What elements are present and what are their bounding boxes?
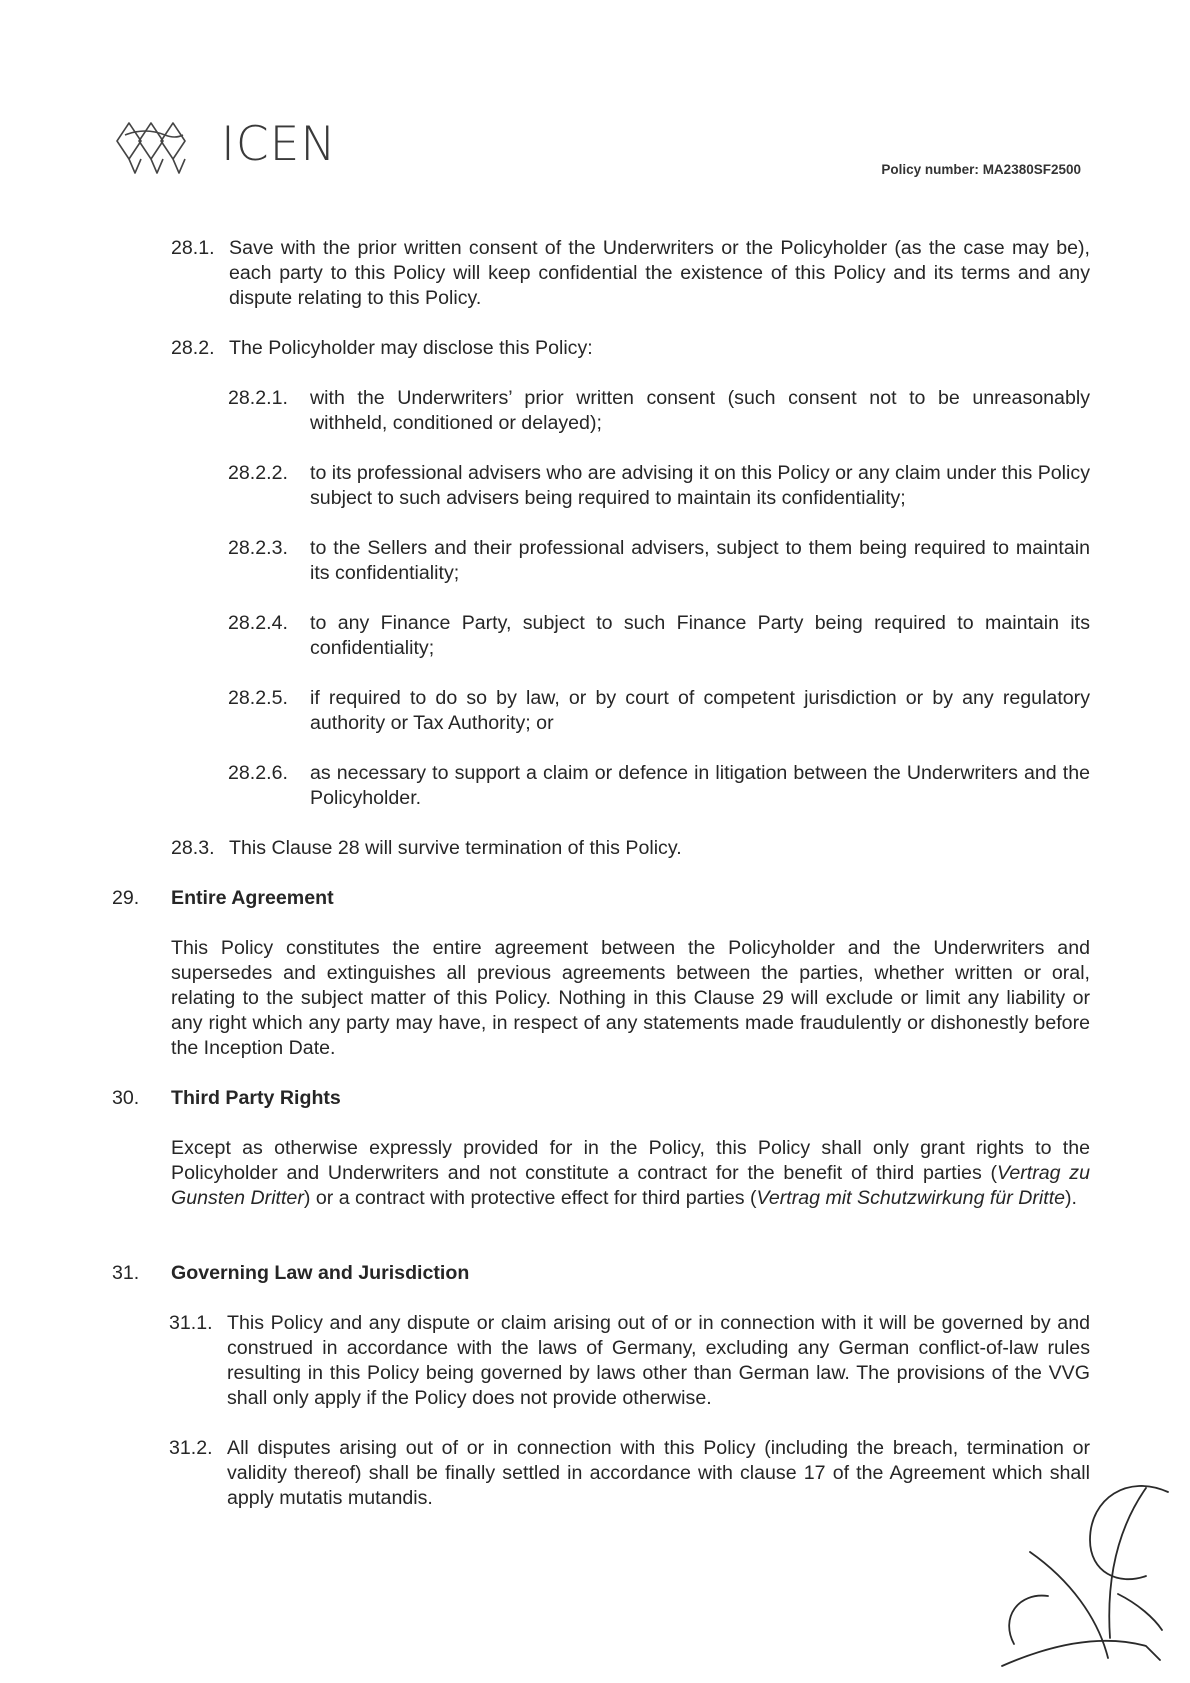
clause-text: to any Finance Party, subject to such Finance Party being required to maintain its confidentiality; (310, 612, 1090, 659)
italic-term: Vertrag mit Schutzwirkung für Dritte (756, 1187, 1066, 1209)
clause-31-2 (169, 1436, 1090, 1511)
clause-text: The Policyholder may disclose this Policy: (229, 337, 593, 359)
text-segment: ) or a contract with protective effect for third parties ( (303, 1187, 757, 1209)
clause-number: 31. (112, 1262, 140, 1284)
policy-number-value: MA2380SF2500 (982, 162, 1081, 177)
clause-28-2-2 (228, 461, 1090, 511)
clause-30-heading (112, 1086, 1090, 1111)
clause-29-heading (112, 886, 1090, 911)
clause-28-2 (171, 336, 1090, 361)
policy-number (881, 162, 1081, 177)
clause-28-2-4 (228, 611, 1090, 661)
clause-text: Save with the prior written consent of the Underwriters or the Policyholder (as the case may be), each party to this Policy will keep confidential the existence of this Policy and its terms and any dispute relating to this Policy. (229, 237, 1090, 309)
clause-text: to the Sellers and their professional advisers, subject to them being required to maintain its confidentiality; (310, 537, 1090, 584)
clause-number: 28.2.3. (228, 537, 288, 559)
company-logo (115, 115, 375, 185)
clause-number: 28.2.2. (228, 462, 288, 484)
clause-number: 28.3. (171, 837, 215, 859)
clause-28-1 (171, 236, 1090, 311)
clause-number: 28.2.1. (228, 387, 288, 409)
logo-mark-icon (115, 115, 215, 185)
clause-text: This Policy and any dispute or claim arising out of or in connection with it will be governed by and construed in accordance with the laws of Germany, excluding any German conflict-of-law rules resulting in this Policy being governed by laws other than German law. The provisions of the VVG shall only apply if the Policy does not provide otherwise. (227, 1312, 1090, 1409)
clause-number: 31.1. (169, 1312, 213, 1334)
clause-heading: Governing Law and Jurisdiction (171, 1262, 470, 1284)
policy-number-label: Policy number: (881, 162, 979, 177)
clause-number: 30. (112, 1087, 140, 1109)
clause-28-2-3 (228, 536, 1090, 586)
clause-heading: Entire Agreement (171, 887, 334, 909)
logo-text: ICEN (221, 117, 337, 172)
clause-number: 28.2.5. (228, 687, 288, 709)
clause-31-heading (112, 1261, 1090, 1286)
clause-number: 28.2.4. (228, 612, 288, 634)
clause-number: 31.2. (169, 1437, 213, 1459)
italic-term: Vertrag zu Gunsten Dritter (171, 1162, 1090, 1209)
clause-28-3 (171, 836, 1090, 861)
clause-number: 28.1. (171, 237, 215, 259)
clause-28-2-5 (228, 686, 1090, 736)
clause-text: This Clause 28 will survive termination of this Policy. (229, 837, 682, 859)
clause-text: as necessary to support a claim or defence in litigation between the Underwriters and the Policyholder. (310, 762, 1090, 809)
clause-31-1 (169, 1311, 1090, 1411)
clause-text: All disputes arising out of or in connection with this Policy (including the breach, termination or validity thereof) shall be finally settled in accordance with clause 17 of the Agreement which shall apply mutatis mutandis. (227, 1437, 1090, 1509)
handwritten-initials-signature (978, 1468, 1178, 1678)
clause-29-text: This Policy constitutes the entire agreement between the Policyholder and the Underwriters and supersedes and extinguishes all previous agreements between the parties, whether written or oral, relating to the subject matter of this Policy. Nothing in this Clause 29 will exclude or limit any liability or any right which any party may have, in respect of any statements made fraudulently or dishonestly before the Inception Date. (171, 937, 1090, 1059)
clause-30-text (171, 1136, 1090, 1211)
clause-28-2-6 (228, 761, 1090, 811)
clause-text: to its professional advisers who are advising it on this Policy or any claim under this Policy subject to such advisers being required to maintain its confidentiality; (310, 462, 1090, 509)
text-segment: ). (1065, 1187, 1077, 1209)
clause-heading: Third Party Rights (171, 1087, 341, 1109)
clause-text: with the Underwriters’ prior written consent (such consent not to be unreasonably withheld, conditioned or delayed); (310, 387, 1090, 434)
clause-text: if required to do so by law, or by court of competent jurisdiction or by any regulatory authority or Tax Authority; or (310, 687, 1090, 734)
clause-number: 29. (112, 887, 140, 909)
clause-number: 28.2. (171, 337, 215, 359)
text-segment: Except as otherwise expressly provided for in the Policy, this Policy shall only grant rights to the Policyholder and Underwriters and not constitute a contract for the benefit of third parties ( (171, 1137, 1090, 1184)
clause-number: 28.2.6. (228, 762, 288, 784)
clause-28-2-1 (228, 386, 1090, 436)
